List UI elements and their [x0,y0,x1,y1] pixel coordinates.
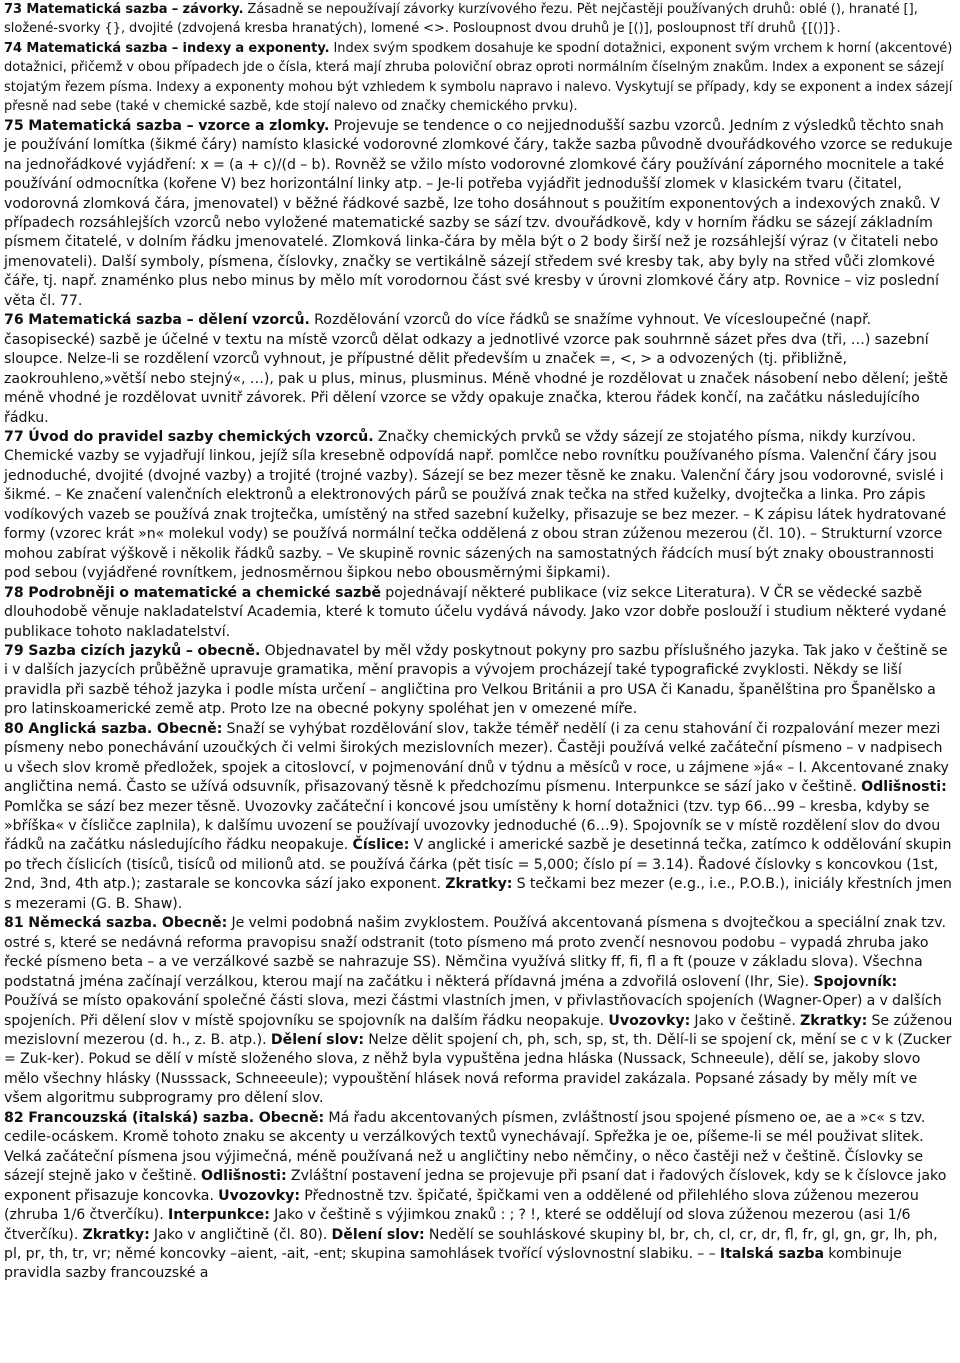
bold-heading-text: Italská sazba [719,1246,825,1262]
paragraph [4,914,954,1109]
bold-heading-text: Dělení slov: [331,1226,425,1243]
bold-heading-text: Zkratky: [445,876,513,893]
bold-heading-text: Odlišnosti: [200,1168,287,1185]
paragraph [4,0,954,39]
bold-heading-text: 75 Matematická sazba – vzorce a zlomky. [4,117,330,134]
body-text: S tečkami bez mezer (e.g., i.e., P.O.B.), iniciály křestních jmen s mezerami (G. B. Shaw). [4,876,952,912]
body-text: Zvláštní postavení jedna se projevuje při psaní dat i řadových číslovek, kdy se k číslovce jako exponent přisazuje koncovka. [4,1168,947,1204]
paragraph [4,117,954,312]
body-text: pojednávají některé publikace (viz sekce Literatura). V ČR se vědecké sazbě dlouhodobě věnuje nakladatelství Academia, které k tomuto účelu vydává návody. Jako vzor dobře poslouží i studium některé vydané publikace tohoto nakladatelství. [4,584,947,640]
body-text: Zásadně se nepoužívají závorky kurzívového řezu. Pět nejčastěji používaných druhů: oblé (), hranaté [], složené-svorky {}, dvojité (zdvojená kresba hranatých), lomené <>. Posloupnost dvou druhů je [()], posloupnost tří druhů {[()]}. [4,2,918,37]
body-text: Používá se místo opakování společné části slova, mezi částmi vlastních jmen, v přivlastňovacích spojeních (Wagner-Oper) a v dalších spojeních. Při dělení slov v místě spojovníku se spojovník na dalším řádku neopakuje. [4,993,942,1029]
bold-heading-text: Dělení slov: [270,1032,365,1049]
bold-heading-text: 77 Úvod do pravidel sazby chemických vzorců. [4,428,374,445]
bold-heading-text: Zkratky: [82,1226,150,1243]
body-text: Projevuje se tendence o co nejjednodušší sazbu vzorců. Jedním z výsledků těchto snah je používání lomítka (šikmé čáry) namísto klasické vodorovné zlomkové čáry, takže sazba původně dvouřádkového vzorce se redukuje na jednořádkové vyjádření: x = (a + c)/(d – b). Rovněž se vžilo místo vodorovné zlomkové čáry používání záporného mocnitele a také používání odmocnítka (kořene V) bez horizontální linky atp. – Je-li potřeba vyjádřit jednodušší zlomek v klasickém tvaru (čitatel, vodorovná zlomková čára, jmenovatel) v běžné řádkové sazbě, lze toho dosáhnout s použitím exponentových a indexových znaků. V případech rozsáhlejších vzorců nebo vyložené matematické sazby se sází tzv. dvouřádkově, kdy v horním řádku se sázejí základním písmem čitatelé, v dolním řádku jmenovatelé. Zlomková linka-čára by měla být o 2 body širší než je rozsáhlejší výraz (v čitateli nebo jmenovateli). Další symboly, písmena, číslovky, značky se vertikálně sázejí středem své kresby tak, aby byly na střed vůči zlomkové čáře, tj. např. znaménko plus nebo minus by mělo mít vorodornou část své kresby v úrovni zlomkové čáry atp. Rovnice – viz poslední věta čl. 77. [4,117,953,309]
bold-heading-text: 78 Podrobněji o matematické a chemické sazbě [4,584,382,601]
bold-heading-text: Uvozovky: [608,1012,691,1029]
body-text: Nelze dělit spojení ch, ph, sch, sp, st, th. Dělí-li se spojení ck, mění se c v k (Zucker = Zuk-ker). Pokud se dělí v místě složeného slova, z něhž byla vypuštěna jedna hláska (Nussack, Schneeule), dělí se, jakoby slovo mělo všechny hlásky (Nusssack, Schneeeule); vypouštění hlásek nová reforma pravidel zakázala. Popsané zásady by měly mít ve všem algoritmu subprogramy pro dělení slov. [4,1032,952,1107]
body-text: Pomlčka se sází bez mezer těsně. Uvozovky začáteční i koncové jsou umístěny k horní dotažnici (tzv. typ 66…99 – kresba, kdyby se »bříška« v čísličce zaplnila), k dalšímu uvození se používají uvozovky jednoduché (6…9). Spojovník se v místě rozdělení slov do dvou řádků na začátku následujícího řádku neopakuje. [4,798,941,854]
body-text: kombinuje pravidla sazby francouzské a [4,1246,902,1282]
paragraph [4,642,954,720]
bold-heading-text: Interpunkce: [167,1207,270,1224]
paragraph [4,584,954,642]
paragraph [4,39,954,117]
body-text: Jako v angličtině (čl. 80). [149,1226,332,1243]
body-text: V anglické i americké sazbě je desetinná tečka, zatímco k oddělování skupin po třech číslicích (tisíců, tisíců od milionů atd. se používá čárka (pět tisíc = 5,000; číslo pí = 3.14). Řadové číslovky s koncovkou (1st, 2nd, 3nd, 4th atp.); zastarale se koncovka sází jako exponent. [4,837,952,893]
body-text: Je velmi podobná našim zvyklostem. Používá akcentovaná písmena s dvojtečkou a speciální znak tzv. ostré s, které se nedávná reforma pravopisu snaží odstranit (toto písmeno má proto zvenčí nesnovou podobu – vypadá zhruba jako řecké písmeno beta – a ve verzálkové sazbě se nahrazuje SS). Němčina využívá slitky ff, fi, fl a ft (pouze v základu slova). Všechna podstatná jména začínají verzálkou, kterou mají na začátku i některá přídavná jména a zdvořilá oslovení (Ihr, Sie). [4,915,946,990]
bold-heading-text: 79 Sazba cizích jazyků – obecně. [4,642,261,659]
bold-heading-text: 74 Matematická sazba – indexy a exponenty. [4,40,330,56]
body-text: Nedělí se souhláskové skupiny bl, br, ch, cl, cr, dr, fl, fr, gl, gn, gr, lh, ph, pl, pr, th, tr, vr; němé koncovky –aient, -ait, -ent; skupina samohlásek tvořící výslovnostní slabiku. – – [4,1226,938,1262]
bold-heading-text: Zkratky: [800,1012,868,1029]
body-text: Rozdělování vzorců do více řádků se snažíme vyhnout. Ve vícesloupečné (např. časopisecké) sazbě je účelné v textu na místě vzorců dělat odkazy a jednotlivé vzorce pak souhrnně sázet přes dva (tři, …) sazební sloupce. Nelze-li se rozdělení vzorců vyhnout, je přípustné dělit především u značek =, <, > a odvozených (tj. přibližně, zaokrouhleno,»větší nebo stejný«, …), pak u plus, minus, plusminus. Méně vhodné je rozdělovat u značek násobení nebo dělení; ještě méně vhodné je rozdělovat uvnitř závorek. Při dělení vzorce se vždy opakuje značka, kterou řádek končí, na začátku následujícího řádku. [4,312,949,426]
bold-heading-text: 81 Německá sazba. Obecně: [4,915,228,932]
bold-heading-text: Spojovník: [813,973,898,990]
body-text: Jako v češtině s výjimkou znaků : ; ? !, které se oddělují od slova zúženou mezerou (asi 1/6 čtverčíku). [4,1207,911,1243]
bold-heading-text: 73 Matematická sazba – závorky. [4,2,244,17]
paragraph [4,720,954,915]
bold-heading-text: 80 Anglická sazba. Obecně: [4,720,223,737]
bold-heading-text: Odlišnosti: [861,779,947,796]
body-text: Přednostně tzv. špičaté, špičkami ven a oddělené od přilehlého slova zúženou mezerou (zhruba 1/6 čtverčíku). [4,1187,919,1224]
paragraph [4,1109,954,1284]
bold-heading-text: Číslice: [352,837,410,854]
body-text: Se zúženou mezislovní mezerou (d. h., z. B. atp.). [4,1012,953,1049]
bold-heading-text: 76 Matematická sazba – dělení vzorců. [4,312,310,329]
body-text: Má řadu akcentovaných písmen, zvláštností jsou spojené písmeno oe, ae a »c« s tzv. cedile-ocáskem. Kromě tohoto znaku se akcenty u verzálkových textů vynechávají. Spřežka je oe, píšeme-li se mél použivat slitek. Velká začáteční písmena jsou výjimečná, méně používaná než u angličtiny nebo němčiny, o něco častěji než v češtině. Číslovky se sázejí stejně jako v češtině. [4,1109,926,1185]
paragraph [4,428,954,584]
paragraph [4,311,954,428]
bold-heading-text: 82 Francouzská (italská) sazba. Obecně: [4,1109,325,1126]
body-text: Index svým spodkem dosahuje ke spodní dotažnici, exponent svým vrchem k horní (akcentové) dotažnici, přičemž v obou případech jde o čísla, která mají zhruba poloviční obraz oproti normálním číselným znakům. Index a exponent se sázejí stojatým řezem písma. Indexy a exponenty mohou být vzhledem k symbolu napravo i nalevo. Vyskytují se případy, kdy se exponent a index sázejí přesně nad sebe (také v chemické sazbě, kde stojí nalevo od značky chemického prvku). [4,40,953,115]
body-text: Objednavatel by měl vždy poskytnout pokyny pro sazbu příslušného jazyka. Tak jako v češtině se i v dalších jazycích průběžně upravuje gramatika, mění pravopis a vývojem procházejí také typografické zvyklosti. Někdy se liší pravidla při sazbě téhož jazyka i podle místa určení – angličtina pro Velkou Británii a pro USA či Kanadu, španělština pro Španělsko a pro latinskoamerické země atp. Proto Ize na obecné pokyny spoléhat jen v omezené míře. [4,642,948,718]
body-text: Snaží se vyhýbat rozdělování slov, takže téměř nedělí (i za cenu stahování či rozpalování mezer mezi písmeny nebo ponechávání uzoučkých či velmi širokých mezislovních mezer). Častěji používá velké začáteční písmeno – v nadpisech u všech slov kromě předložek, spojek a citoslovcí, v pojmenování dnů v týdnu a měsíců v roce, u zájmene »já« – I. Akcentované znaky angličtina nemá. Často se užívá odsuvník, přisazovaný těsně k předchozímu písmenu. Interpunkce se sází jako v češtině. [4,720,949,796]
body-text: Jako v češtině. [690,1012,801,1029]
body-text: Značky chemických prvků se vždy sázejí ze stojatého písma, nikdy kurzívou. Chemické vazby se vyjadřují linkou, jejíž síla kresebně odpovídá např. pomlčce nebo rovnítku používaného písma. Valenční čáry jsou jednoduché, dvojité (dvojné vazby) a trojité (trojné vazby). Sázejí se bez mezer těsně ke znaku. Valenční čáry jsou vodorovné, svislé i šikmé. – Ke značení valenčních elektronů a elektronových párů se používá znak tečka na střed kuželky, dvojtečka a linka. Pro zápis vodíkových vazeb se používá znak trojtečka, umístěný na střed sazební kuželky, přisazuje se bez mezer. – K zápisu látek hydratované formy (vzorec krát »n« molekul vody) se používá normální tečka oddělená z obou stran zúženou mezerou (čl. 10). – Strukturní vzorce mohou zabírat výškově i několik řádků sazby. – Ve skupině rovnic sázených na samostatných řádcích musí být znaky oboustrannosti pod sebou (vyjádřené rovnítkem, jednosměrnou šipkou nebo obousměrnými šipkami). [4,428,947,582]
bold-heading-text: Uvozovky: [218,1187,301,1204]
